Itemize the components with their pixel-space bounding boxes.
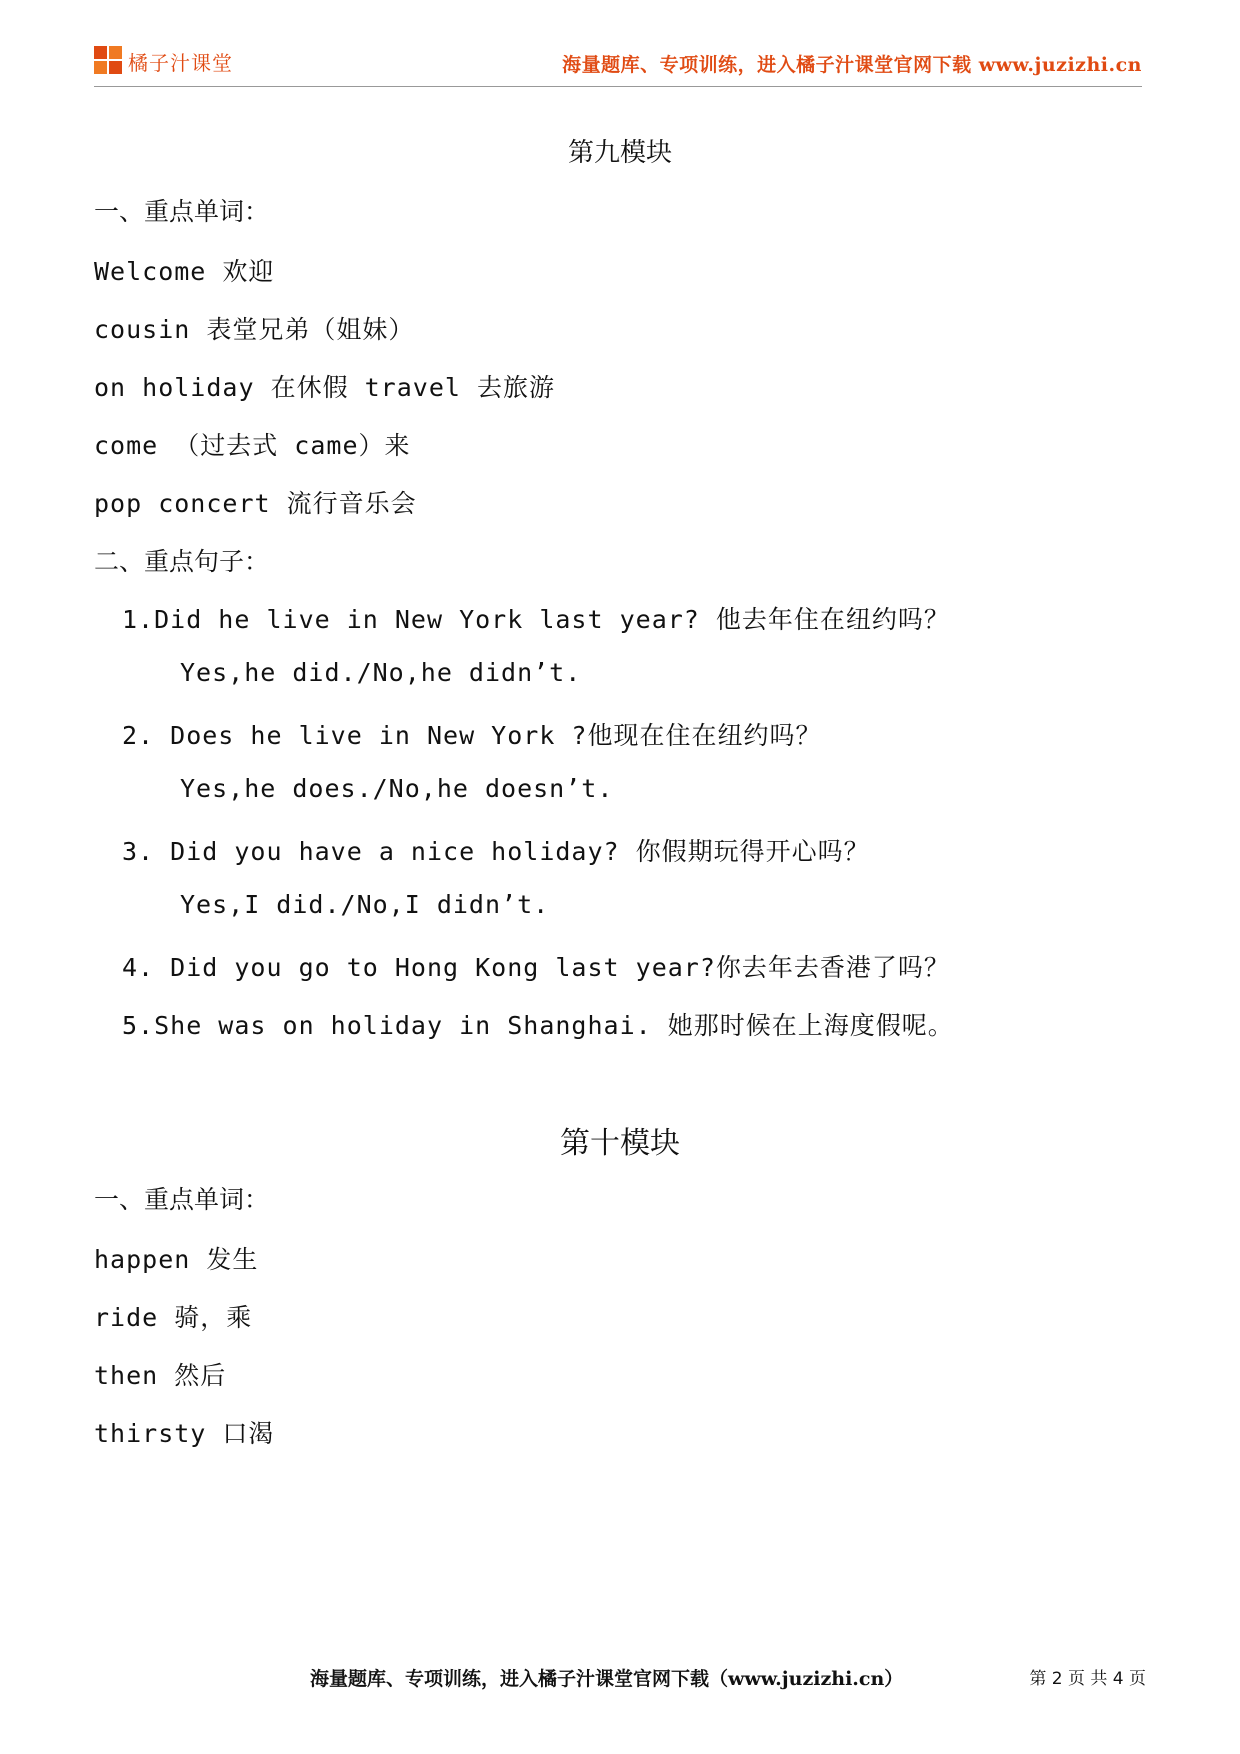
module9-answer: Yes,I did./No,I didn’t. — [180, 890, 550, 919]
page-number: 第 2 页 共 4 页 — [1029, 1669, 1146, 1689]
module9-sentence: 5.She was on holiday in Shanghai. 她那时候在上海度假呢。 — [122, 1011, 954, 1040]
module9-answer: Yes,he does./No,he doesn’t. — [180, 774, 614, 803]
module9-vocab-item: Welcome 欢迎 — [94, 257, 275, 286]
module10-vocab-heading: 一、重点单词： — [94, 1185, 270, 1214]
header-slogan — [562, 50, 1142, 77]
footer-slogan: 海量题库、专项训练，进入橘子汁课堂官网下载（www.juzizhi.cn） — [310, 1668, 904, 1690]
logo-icon — [94, 46, 124, 76]
module9-sentence: 4. Did you go to Hong Kong last year?你去年去香港了吗？ — [122, 953, 950, 982]
module9-sentence: 2. Does he live in New York ?他现在住在纽约吗？ — [122, 721, 822, 750]
module9-vocab-item: come （过去式 came）来 — [94, 431, 411, 460]
module9-sentence-heading: 二、重点句子： — [94, 547, 270, 576]
brand-name: 橘子汁课堂 — [128, 50, 233, 75]
module9-vocab-item: on holiday 在休假 travel 去旅游 — [94, 373, 555, 402]
module9-vocab-heading: 一、重点单词： — [94, 197, 270, 226]
module9-vocab-item: cousin 表堂兄弟（姐妹） — [94, 315, 415, 344]
module10-vocab-item: happen 发生 — [94, 1245, 259, 1274]
module10-vocab-item: then 然后 — [94, 1361, 227, 1390]
module9-sentence: 3. Did you have a nice holiday? 你假期玩得开心吗？ — [122, 837, 870, 866]
brand-logo — [94, 44, 233, 78]
page-header — [94, 42, 1142, 87]
module10-title: 第十模块 — [560, 1126, 680, 1161]
module10-vocab-item: thirsty 口渴 — [94, 1419, 275, 1448]
header-slogan-text: 海量题库、专项训练，进入橘子汁课堂官网下载 www.juzizhi.cn — [562, 54, 1142, 76]
module9-sentence: 1.Did he live in New York last year? 他去年住在纽约吗？ — [122, 605, 950, 634]
module9-answer: Yes,he did./No,he didn’t. — [180, 658, 582, 687]
module9-vocab-item: pop concert 流行音乐会 — [94, 489, 417, 518]
module9-title: 第九模块 — [567, 138, 672, 168]
module10-vocab-item: ride 骑，乘 — [94, 1303, 253, 1332]
